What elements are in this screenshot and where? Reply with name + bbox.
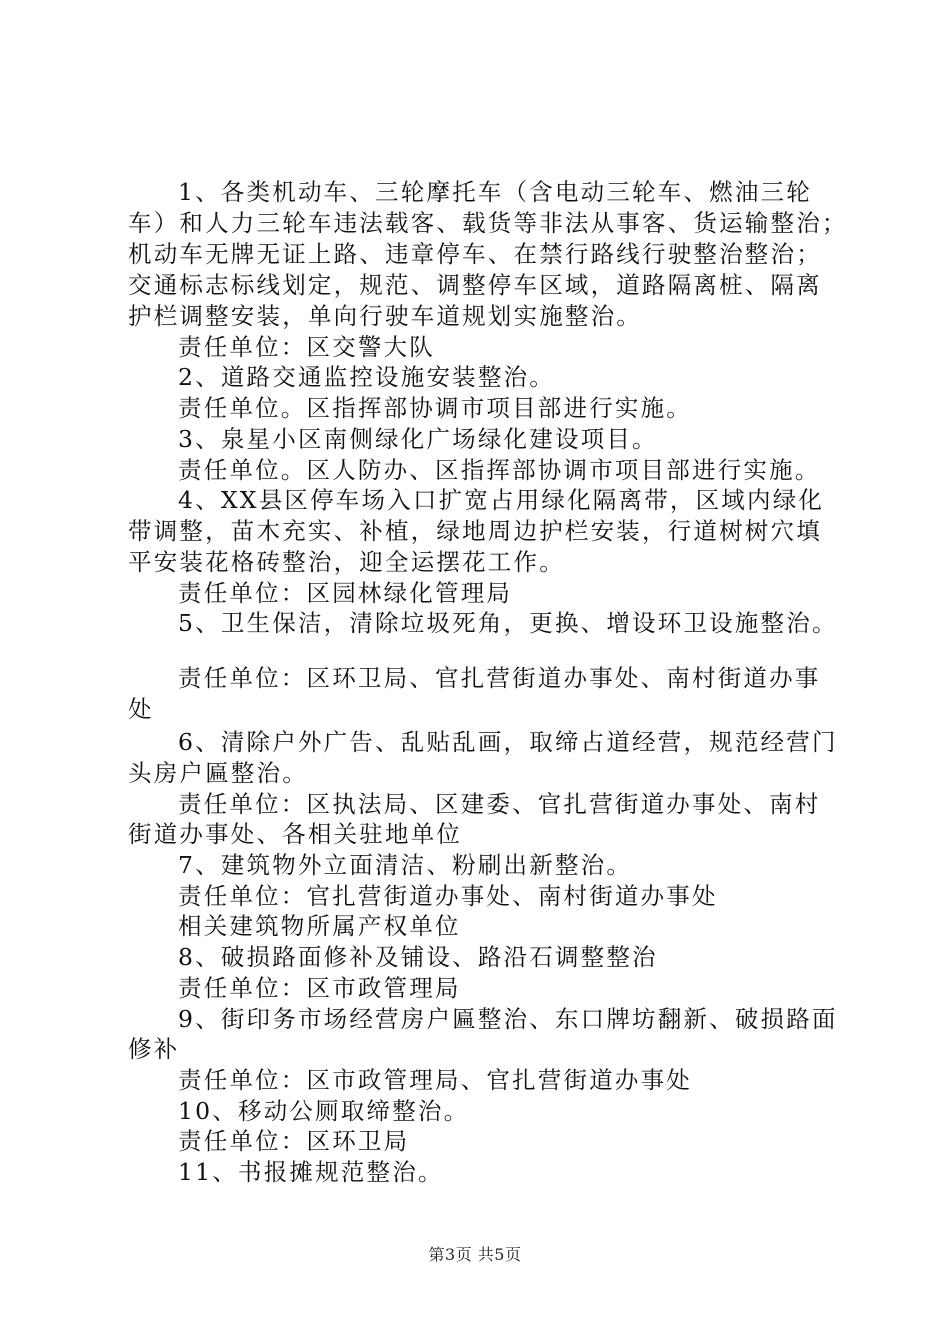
paragraph-line: 7、建筑物外立面清洁、粉刷出新整治。 <box>178 851 633 879</box>
paragraph-line: 责任单位：区市政管理局、官扎营街道办事处 <box>178 1066 692 1094</box>
paragraph-line: 2、道路交通监控设施安装整治。 <box>178 363 555 391</box>
paragraph-line: 责任单位：区园林绿化管理局 <box>178 579 513 607</box>
paragraph-line: 修补 <box>128 1035 180 1063</box>
paragraph-line: 责任单位：区环卫局 <box>178 1127 410 1155</box>
paragraph-line: 3、泉星小区南侧绿化广场绿化建设项目。 <box>178 425 658 453</box>
page-number-footer: 第3页 共5页 <box>428 1245 522 1264</box>
paragraph-line: 责任单位：官扎营街道办事处、南村街道办事处 <box>178 882 718 910</box>
paragraph-line: 责任单位。区指挥部协调市项目部进行实施。 <box>178 394 692 422</box>
paragraph-line: 责任单位：区市政管理局 <box>178 974 461 1002</box>
paragraph-line: 带调整，苗木充实、补植，绿地周边护栏安装，行道树树穴填 <box>128 517 822 545</box>
paragraph-line: 11、书报摊规范整治。 <box>178 1158 444 1186</box>
paragraph-line: 责任单位：区执法局、区建委、官扎营街道办事处、南村 <box>178 790 821 818</box>
paragraph-line: 8、破损路面修补及铺设、路沿石调整整治 <box>178 943 658 971</box>
paragraph-line: 交通标志标线划定，规范、调整停车区域，道路隔离桩、隔离 <box>128 271 822 299</box>
paragraph-line: 5、卫生保洁，清除垃圾死角，更换、增设环卫设施整治。 <box>178 609 838 637</box>
paragraph-line: 9、街印务市场经营房户匾整治、东口牌坊翻新、破损路面 <box>178 1005 838 1033</box>
paragraph-line: 街道办事处、各相关驻地单位 <box>128 820 463 848</box>
paragraph-line: 相关建筑物所属产权单位 <box>178 912 461 940</box>
paragraph-line: 责任单位：区环卫局、官扎营街道办事处、南村街道办事 <box>178 664 821 692</box>
paragraph-line: 车）和人力三轮车违法载客、载货等非法从事客、货运输整治； <box>128 209 848 237</box>
paragraph-line: 处 <box>128 695 154 723</box>
paragraph-line: 责任单位：区交警大队 <box>178 333 435 361</box>
paragraph-line: 平安装花格砖整治，迎全运摆花工作。 <box>128 548 565 576</box>
paragraph-line: 机动车无牌无证上路、违章停车、在禁行路线行驶整治整治； <box>128 240 822 268</box>
paragraph-line: 10、移动公厕取缔整治。 <box>178 1097 470 1125</box>
paragraph-line: 6、清除户外广告、乱贴乱画，取缔占道经营，规范经营门 <box>178 728 838 756</box>
paragraph-line: 1、各类机动车、三轮摩托车（含电动三轮车、燃油三轮 <box>178 178 812 206</box>
paragraph-line: 责任单位。区人防办、区指挥部协调市项目部进行实施。 <box>178 456 821 484</box>
paragraph-line: 4、XX县区停车场入口扩宽占用绿化隔离带，区域内绿化 <box>178 486 825 514</box>
paragraph-line: 头房户匾整治。 <box>128 759 308 787</box>
paragraph-line: 护栏调整安装，单向行驶车道规划实施整治。 <box>128 302 642 330</box>
